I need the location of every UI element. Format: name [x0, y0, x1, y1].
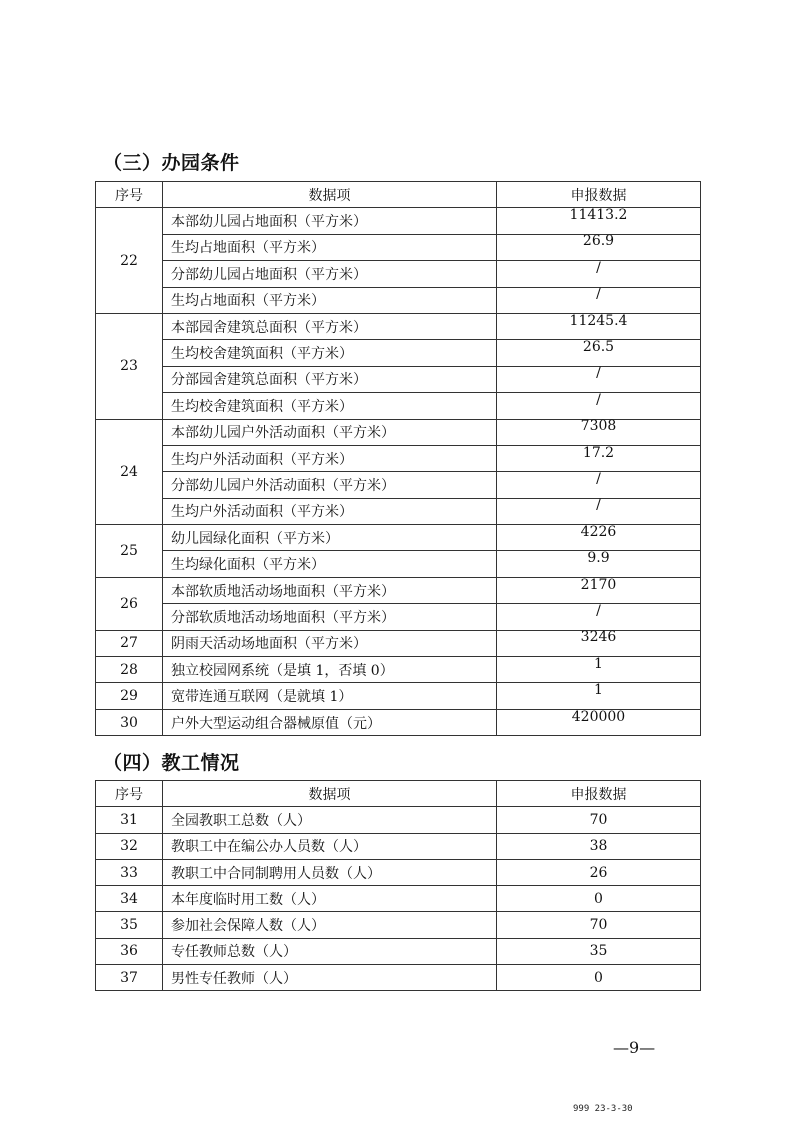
- row-value-text: 35: [589, 943, 608, 960]
- header-value: 申报数据: [497, 781, 701, 807]
- footer-stamp: 999 23-3-30: [573, 1104, 633, 1114]
- row-value-text: 3246: [580, 629, 617, 646]
- header-no: 序号: [96, 182, 163, 208]
- table-row: [96, 313, 701, 339]
- table-row: [96, 419, 701, 445]
- row-item: 生均户外活动面积（平方米）: [163, 445, 497, 471]
- row-value-text: /: [596, 286, 601, 303]
- row-item: 生均绿化面积（平方米）: [163, 551, 497, 577]
- row-number: 25: [96, 525, 163, 578]
- row-number: 29: [96, 683, 163, 709]
- table-row: [96, 340, 701, 366]
- row-number: 26: [96, 577, 163, 630]
- row-value-text: 9.9: [587, 550, 610, 567]
- facility-conditions-table: [95, 181, 701, 736]
- table-header-row: [96, 781, 701, 807]
- section-4-title: （四）教工情况: [103, 752, 240, 774]
- row-number: 28: [96, 657, 163, 683]
- row-value-text: 0: [594, 969, 603, 986]
- row-value: [497, 604, 701, 630]
- row-value-text: 1: [594, 682, 603, 699]
- table-row: [96, 366, 701, 392]
- table-row: [96, 445, 701, 471]
- row-item: 本部软质地活动场地面积（平方米）: [163, 577, 497, 603]
- row-value-text: 420000: [571, 708, 626, 725]
- row-number: 37: [96, 965, 163, 991]
- table-row: [96, 234, 701, 260]
- table-row: [96, 657, 701, 683]
- row-value-text: /: [596, 259, 601, 276]
- row-value: [497, 366, 701, 392]
- table-row: [96, 287, 701, 313]
- row-value-text: /: [596, 365, 601, 382]
- table-row: [96, 886, 701, 912]
- row-item: 分部软质地活动场地面积（平方米）: [163, 604, 497, 630]
- row-value-text: 26.5: [582, 339, 615, 356]
- row-value: [497, 419, 701, 445]
- row-number: 35: [96, 912, 163, 938]
- header-value: 申报数据: [497, 182, 701, 208]
- row-value: [497, 261, 701, 287]
- row-number: 31: [96, 807, 163, 833]
- row-value: [497, 859, 701, 885]
- row-number: 24: [96, 419, 163, 525]
- row-value: [497, 313, 701, 339]
- row-item: 分部幼儿园占地面积（平方米）: [163, 261, 497, 287]
- row-value: [497, 208, 701, 234]
- row-item: 全园教职工总数（人）: [163, 807, 497, 833]
- row-item: 阴雨天活动场地面积（平方米）: [163, 630, 497, 656]
- table-row: [96, 393, 701, 419]
- table-row: [96, 525, 701, 551]
- row-value-text: 1: [594, 655, 603, 672]
- row-value: [497, 498, 701, 524]
- staff-conditions-table: [95, 780, 701, 991]
- row-number: 36: [96, 938, 163, 964]
- row-value-text: 11413.2: [569, 207, 628, 224]
- header-no: 序号: [96, 781, 163, 807]
- table-row: [96, 912, 701, 938]
- row-value-text: 70: [589, 917, 608, 934]
- section-3-title: （三）办园条件: [103, 152, 240, 174]
- row-item: 分部园舍建筑总面积（平方米）: [163, 366, 497, 392]
- row-item: 幼儿园绿化面积（平方米）: [163, 525, 497, 551]
- row-value: [497, 912, 701, 938]
- row-item: 独立校园网系统（是填 1，否填 0）: [163, 657, 497, 683]
- row-value: [497, 340, 701, 366]
- row-value: [497, 657, 701, 683]
- row-item: 男性专任教师（人）: [163, 965, 497, 991]
- row-value-text: 0: [594, 890, 603, 907]
- row-value: [497, 965, 701, 991]
- row-item: 宽带连通互联网（是就填 1）: [163, 683, 497, 709]
- row-value-text: /: [596, 602, 601, 619]
- table-row: [96, 965, 701, 991]
- row-value-text: 2170: [580, 576, 617, 593]
- row-value: [497, 234, 701, 260]
- row-value-text: 4226: [580, 523, 617, 540]
- table-row: [96, 833, 701, 859]
- row-value-text: 38: [589, 838, 608, 855]
- row-number: 30: [96, 709, 163, 735]
- page-number: —9—: [613, 1038, 656, 1057]
- table-row: [96, 859, 701, 885]
- table-row: [96, 472, 701, 498]
- table-row: [96, 498, 701, 524]
- table-row: [96, 938, 701, 964]
- table-row: [96, 630, 701, 656]
- row-value-text: /: [596, 391, 601, 408]
- row-item: 生均占地面积（平方米）: [163, 287, 497, 313]
- row-number: 33: [96, 859, 163, 885]
- table-row: [96, 604, 701, 630]
- table-row: [96, 577, 701, 603]
- row-value: [497, 393, 701, 419]
- row-value: [497, 886, 701, 912]
- row-value-text: 26.9: [582, 233, 615, 250]
- row-item: 参加社会保障人数（人）: [163, 912, 497, 938]
- row-value-text: /: [596, 470, 601, 487]
- row-value-text: /: [596, 497, 601, 514]
- row-value-text: 7308: [580, 418, 617, 435]
- row-item: 生均校舍建筑面积（平方米）: [163, 340, 497, 366]
- row-value: [497, 577, 701, 603]
- row-value: [497, 709, 701, 735]
- row-number: 27: [96, 630, 163, 656]
- row-value: [497, 472, 701, 498]
- row-value: [497, 551, 701, 577]
- table-row: [96, 261, 701, 287]
- row-item: 分部幼儿园户外活动面积（平方米）: [163, 472, 497, 498]
- row-value-text: 70: [589, 811, 608, 828]
- row-number: 32: [96, 833, 163, 859]
- row-value-text: 26: [589, 864, 608, 881]
- row-value: [497, 833, 701, 859]
- row-value: [497, 525, 701, 551]
- row-item: 专任教师总数（人）: [163, 938, 497, 964]
- row-item: 本部幼儿园占地面积（平方米）: [163, 208, 497, 234]
- row-value: [497, 807, 701, 833]
- table-row: [96, 551, 701, 577]
- row-value: [497, 938, 701, 964]
- row-item: 户外大型运动组合器械原值（元）: [163, 709, 497, 735]
- header-item: 数据项: [163, 781, 497, 807]
- row-item: 生均户外活动面积（平方米）: [163, 498, 497, 524]
- row-number: 34: [96, 886, 163, 912]
- table-row: [96, 709, 701, 735]
- row-value-text: 11245.4: [569, 312, 628, 329]
- row-value: [497, 287, 701, 313]
- row-number: 23: [96, 313, 163, 419]
- header-item: 数据项: [163, 182, 497, 208]
- row-item: 本部园舍建筑总面积（平方米）: [163, 313, 497, 339]
- row-item: 教职工中合同制聘用人员数（人）: [163, 859, 497, 885]
- row-item: 本部幼儿园户外活动面积（平方米）: [163, 419, 497, 445]
- row-value: [497, 630, 701, 656]
- row-item: 教职工中在编公办人员数（人）: [163, 833, 497, 859]
- row-item: 本年度临时用工数（人）: [163, 886, 497, 912]
- table-row: [96, 208, 701, 234]
- row-value: [497, 445, 701, 471]
- row-number: 22: [96, 208, 163, 314]
- table-row: [96, 683, 701, 709]
- table-header-row: [96, 182, 701, 208]
- row-item: 生均校舍建筑面积（平方米）: [163, 393, 497, 419]
- row-value: [497, 683, 701, 709]
- row-item: 生均占地面积（平方米）: [163, 234, 497, 260]
- row-value-text: 17.2: [582, 444, 615, 461]
- table-row: [96, 807, 701, 833]
